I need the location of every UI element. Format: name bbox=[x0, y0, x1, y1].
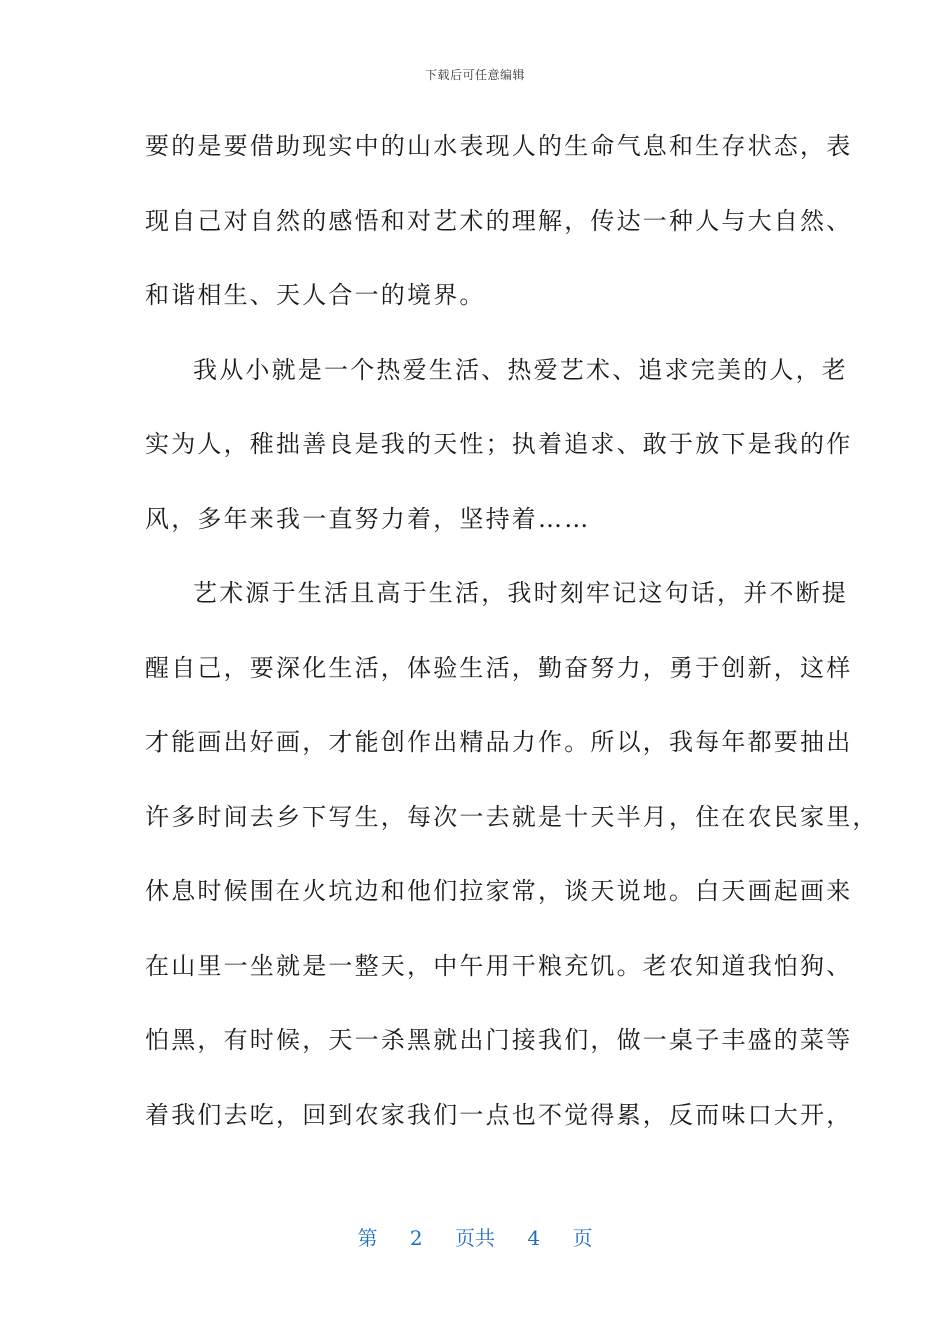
text-line-7: 艺术源于生活且高于生活，我时刻牢记这句话，并不断提 bbox=[193, 579, 848, 607]
text-line-14: 着我们去吃，回到农家我们一点也不觉得累，反而味口大开， bbox=[145, 1100, 853, 1129]
text-line-8: 醒自己，要深化生活，体验生活，勤奋努力，勇于创新，这样 bbox=[145, 653, 853, 682]
footer-middle: 页共 bbox=[455, 1226, 495, 1250]
document-body bbox=[145, 120, 879, 1163]
text-line-2: 现自己对自然的感悟和对艺术的理解，传达一种人与大自然、 bbox=[145, 206, 853, 235]
page-footer bbox=[0, 1222, 950, 1251]
footer-prefix: 第 bbox=[357, 1226, 378, 1250]
text-line-1: 要的是要借助现实中的山水表现人的生命气息和生存状态，表 bbox=[145, 132, 853, 160]
page-header: 下载后可任意编辑 bbox=[424, 68, 525, 82]
text-line-11: 休息时候围在火坑边和他们拉家常，谈天说地。白天画起画来 bbox=[145, 877, 853, 905]
footer-suffix: 页 bbox=[572, 1226, 593, 1250]
text-line-10: 许多时间去乡下写生，每次一去就是十天半月，住在农民家里， bbox=[145, 802, 879, 831]
text-line-5: 实为人，稚拙善良是我的天性；执着追求、敢于放下是我的作 bbox=[145, 430, 853, 458]
text-line-4: 我从小就是一个热爱生活、热爱艺术、追求完美的人，老 bbox=[193, 355, 848, 384]
text-line-6: 风，多年来我一直努力着，坚持着…… bbox=[145, 504, 591, 533]
text-line-12: 在山里一坐就是一整天，中午用干粮充饥。老农知道我怕狗、 bbox=[145, 951, 853, 980]
text-line-3: 和谐相生、天人合一的境界。 bbox=[145, 281, 486, 309]
text-line-13: 怕黑，有时候，天一杀黑就出门接我们，做一桌子丰盛的菜等 bbox=[145, 1026, 853, 1054]
footer-total-pages: 4 bbox=[527, 1226, 541, 1250]
text-line-9: 才能画出好画，才能创作出精品力作。所以，我每年都要抽出 bbox=[145, 728, 853, 756]
footer-page-number: 2 bbox=[409, 1226, 423, 1250]
